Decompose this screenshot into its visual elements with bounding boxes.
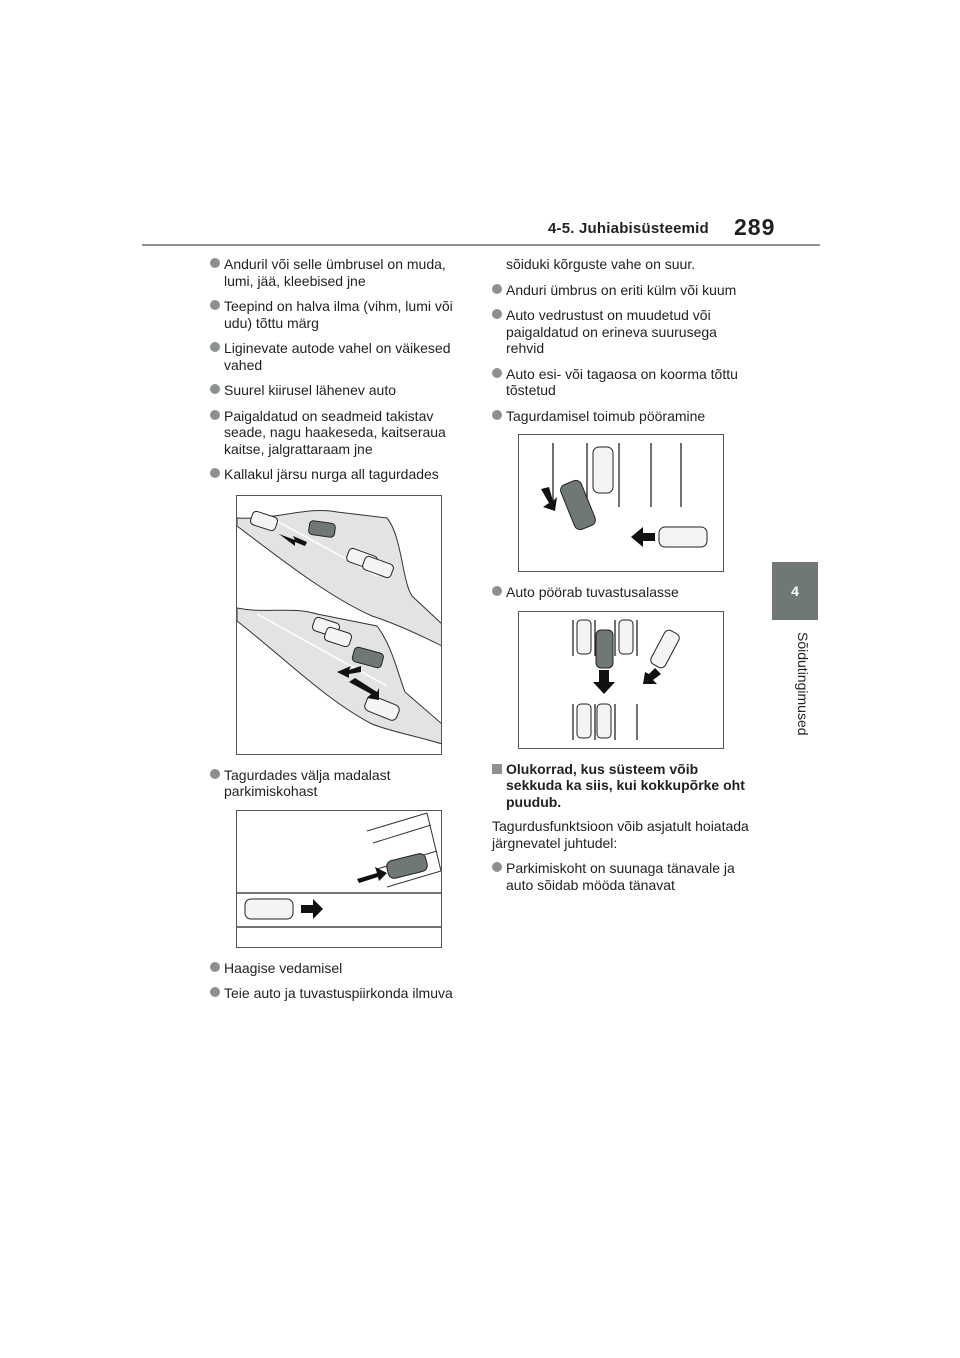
list-item: Auto vedrustust on muudetud või paigaldatud on erineva suurusega rehvid — [492, 307, 754, 357]
slope-illustration — [236, 495, 442, 755]
body-paragraph: Tagurdusfunktsioon võib asjatult hoiatada järgnevatel juhtudel: — [492, 818, 749, 851]
car-icon — [308, 520, 336, 537]
car-icon — [559, 479, 597, 532]
bullet-icon — [492, 410, 502, 420]
bullet-icon — [210, 410, 220, 420]
bullet-icon — [492, 862, 502, 872]
list-item: Suurel kiirusel lähenev auto — [210, 382, 468, 399]
left-column — [210, 256, 468, 1011]
list-item: Liginevate autode vahel on väikesed vahed — [210, 340, 468, 373]
list-item: Parkimiskoht on suunaga tänavale ja auto sõidab mööda tänavat — [492, 860, 754, 893]
list-item: Auto pöörab tuvastusalasse — [492, 584, 754, 601]
car-turning-drawing — [519, 612, 724, 749]
section-subheading: Olukorrad, kus süsteem võib sekkuda ka siis, kui kokkupõrke oht puudub. — [492, 761, 754, 811]
bullet-icon — [210, 384, 220, 394]
bullet-icon — [210, 769, 220, 779]
turning-reverse-drawing — [519, 435, 724, 572]
arrow-icon — [301, 899, 323, 919]
bullet-icon — [492, 309, 502, 319]
parking-exit-illustration — [236, 810, 442, 948]
chapter-tab[interactable]: 4 — [772, 562, 818, 620]
slope-drawing — [237, 496, 442, 755]
car-icon — [659, 527, 707, 547]
bullet-icon — [210, 342, 220, 352]
car-icon — [596, 630, 613, 668]
bullet-icon — [492, 368, 502, 378]
header-divider — [142, 244, 820, 246]
list-item: Anduril või selle ümbrusel on muda, lumi, jää, kleebised jne — [210, 256, 468, 289]
page-number: 289 — [734, 214, 776, 240]
car-icon — [593, 447, 613, 493]
list-item: Tagurdades välja madalast parkimiskohast — [210, 767, 468, 800]
arrow-icon — [631, 527, 655, 547]
square-bullet-icon — [492, 764, 502, 774]
arrow-icon — [357, 867, 387, 883]
list-item: Haagise vedamisel — [210, 960, 468, 977]
list-item: Teepind on halva ilma (vihm, lumi või udu) tõttu märg — [210, 298, 468, 331]
list-item: Kallakul järsu nurga all tagurdades — [210, 466, 468, 483]
list-item: Paigaldatud on seadmeid takistav seade, nagu haakeseda, kaitseraua kaitse, jalgrattaraam jne — [210, 408, 468, 458]
car-icon — [619, 620, 633, 654]
car-turning-illustration — [518, 611, 724, 749]
car-icon — [245, 899, 293, 919]
arrow-icon — [541, 487, 557, 511]
car-icon — [577, 704, 591, 738]
car-icon — [577, 620, 591, 654]
turning-reverse-illustration — [518, 434, 724, 572]
list-item: Auto esi- või tagaosa on koorma tõttu tõstetud — [492, 366, 754, 399]
chapter-label: Sõidutingimused — [795, 632, 811, 736]
car-icon — [385, 852, 428, 879]
parking-exit-drawing — [237, 811, 442, 948]
bullet-icon — [210, 468, 220, 478]
arrow-icon — [593, 670, 615, 694]
right-column — [492, 256, 754, 902]
bullet-icon — [210, 258, 220, 268]
bullet-icon — [492, 284, 502, 294]
car-icon — [597, 704, 611, 738]
bullet-icon — [210, 962, 220, 972]
list-item: Teie auto ja tuvastuspiirkonda ilmuva — [210, 985, 468, 1002]
bullet-icon — [492, 586, 502, 596]
bullet-icon — [210, 300, 220, 310]
continued-text: sõiduki kõrguste vahe on suur. — [506, 256, 696, 272]
bullet-icon — [210, 987, 220, 997]
section-title: 4-5. Juhiabisüsteemid — [548, 220, 709, 237]
list-item: Anduri ümbrus on eriti külm või kuum — [492, 282, 754, 299]
arrow-icon — [643, 668, 661, 684]
car-icon — [649, 628, 681, 669]
list-item: Tagurdamisel toimub pööramine — [492, 408, 754, 425]
